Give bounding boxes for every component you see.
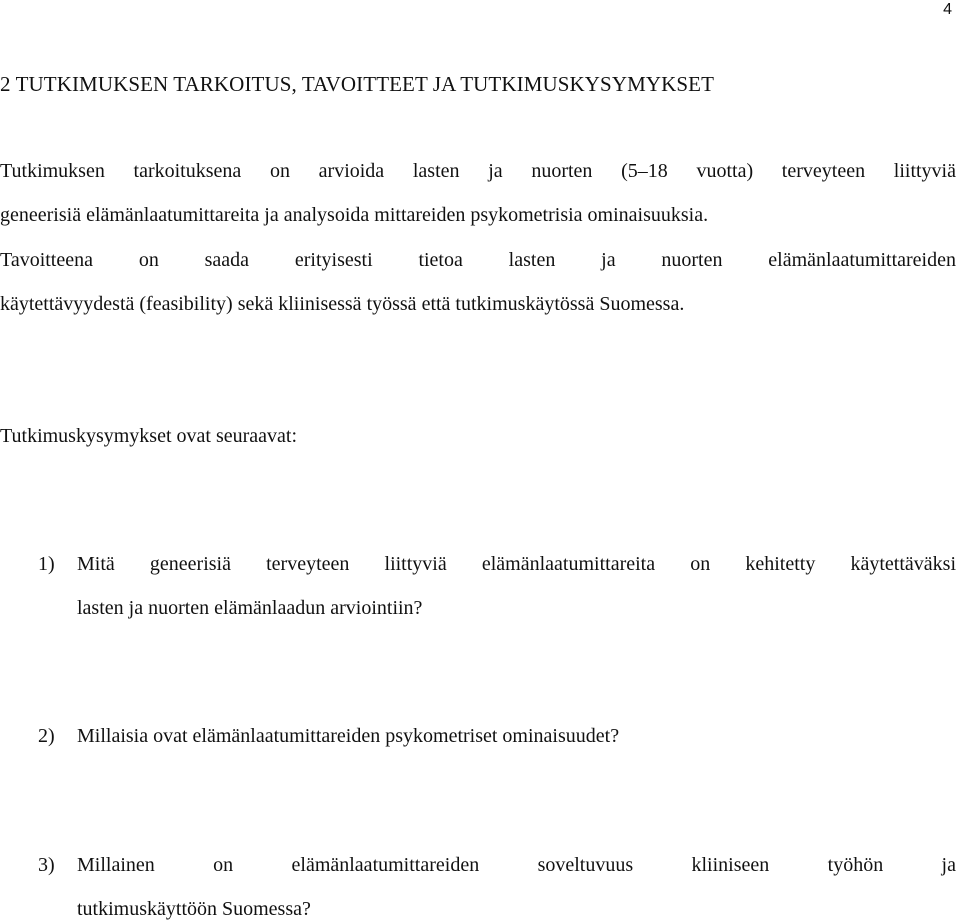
intro-line-3: Tavoitteena on saada erityisesti tietoa lasten ja nuorten elämänlaatumittareiden [0, 249, 956, 271]
page-number: 4 [943, 1, 952, 18]
intro-line-1: Tutkimuksen tarkoituksena on arvioida lasten ja nuorten (5–18 vuotta) terveyteen liittyviä [0, 160, 956, 182]
question-2-line-1: Millaisia ovat elämänlaatumittareiden psykometriset ominaisuudet? [77, 725, 620, 747]
questions-intro: Tutkimuskysymykset ovat seuraavat: [0, 425, 298, 447]
question-1-line-2: lasten ja nuorten elämänlaadun arviointiin? [77, 597, 423, 619]
section-heading: 2 TUTKIMUKSEN TARKOITUS, TAVOITTEET JA TUTKIMUSKYSYMYKSET [0, 72, 715, 96]
question-3-line-2: tutkimuskäyttöön Suomessa? [77, 898, 311, 920]
intro-line-2: geneerisiä elämänlaatumittareita ja analysoida mittareiden psykometrisia ominaisuuksia. [0, 204, 709, 226]
question-number: 1) [38, 553, 55, 575]
question-1-line-1: Mitä geneerisiä terveyteen liittyviä elämänlaatumittareita on kehitetty käytettäväksi [77, 553, 956, 575]
question-number: 3) [38, 854, 55, 876]
question-3-line-1: Millainen on elämänlaatumittareiden soveltuvuus kliiniseen työhön ja [77, 854, 956, 876]
intro-line-4: käytettävyydestä (feasibility) sekä kliinisessä työssä että tutkimuskäytössä Suomessa. [0, 293, 685, 315]
question-number: 2) [38, 725, 55, 747]
